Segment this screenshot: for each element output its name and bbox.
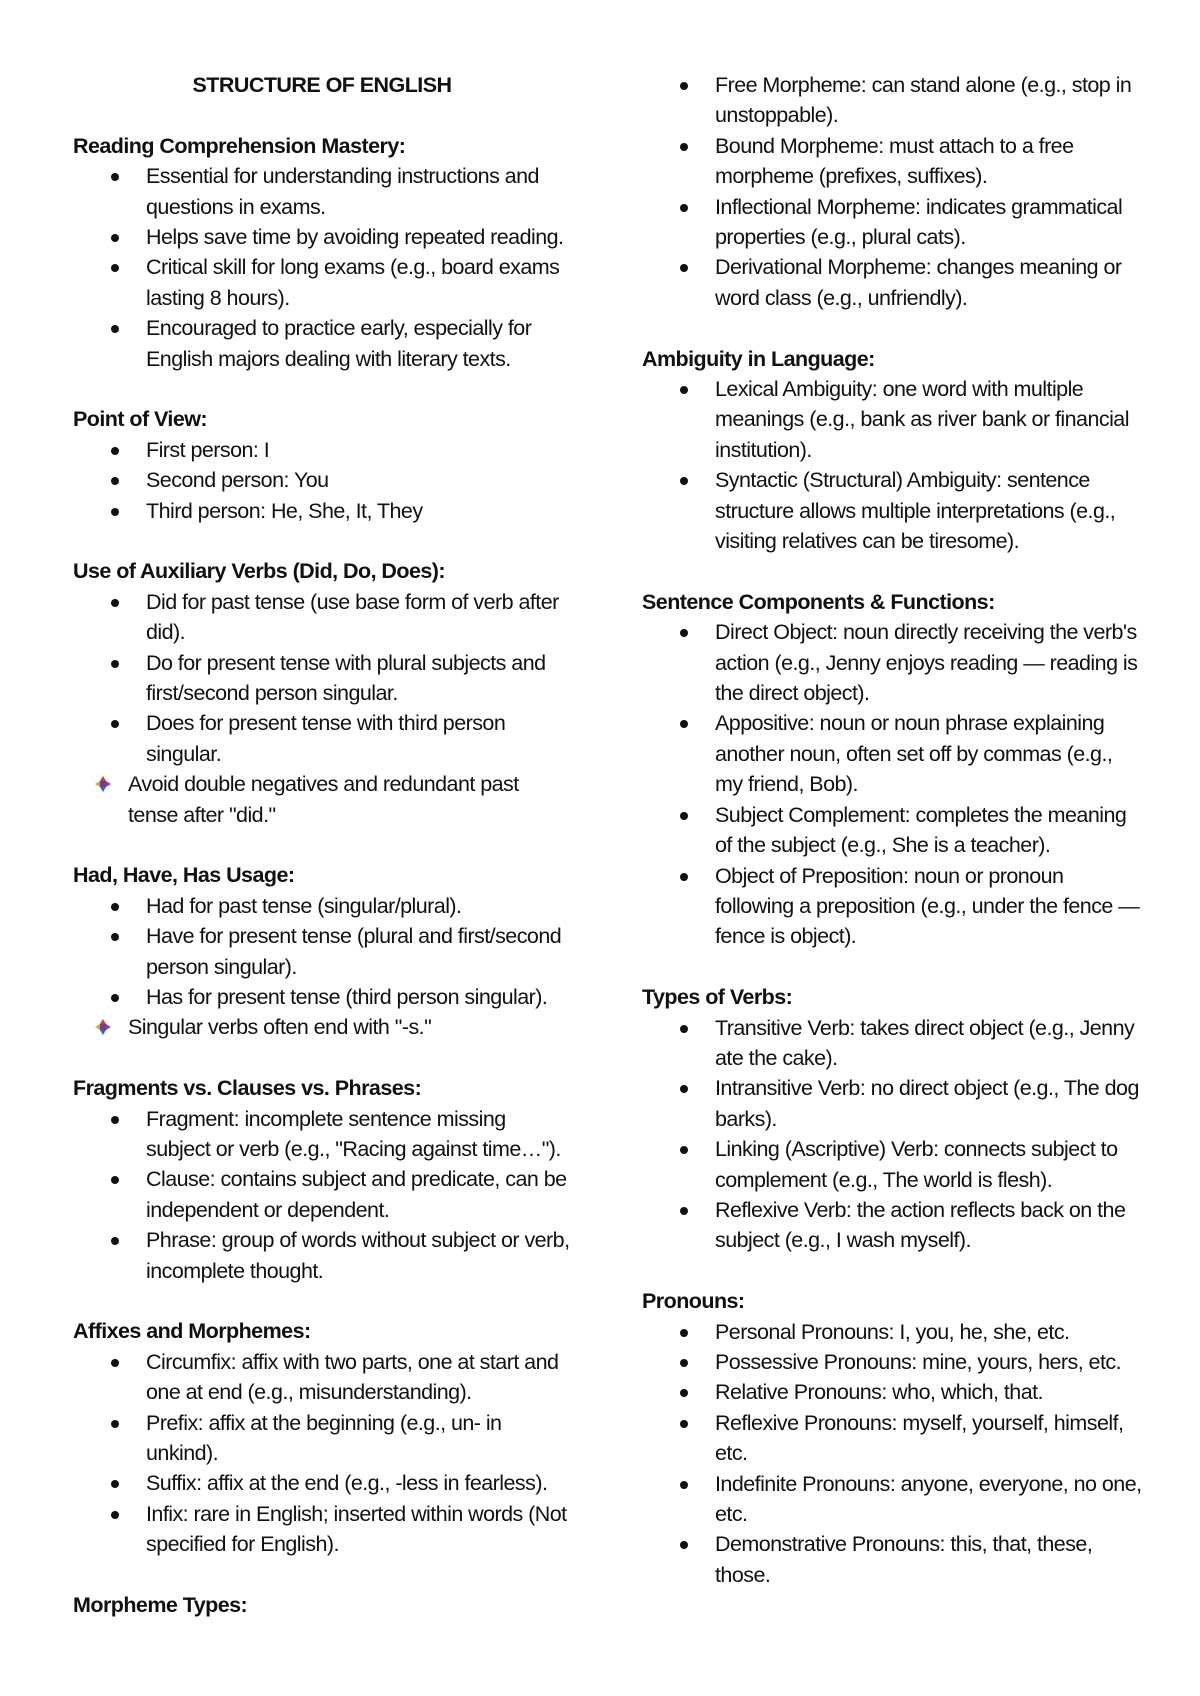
list-item [73, 587, 571, 648]
list-item-text: Lexical Ambiguity: one word with multiple meanings (e.g., bank as river bank or financial institution). [715, 377, 1129, 462]
list-item [73, 891, 571, 921]
list-item [73, 313, 571, 374]
bullet-list [73, 161, 571, 374]
list-item [73, 648, 571, 709]
list-item [73, 252, 571, 313]
list-item-text: Possessive Pronouns: mine, yours, hers, etc. [715, 1349, 1121, 1374]
list-item-text: Critical skill for long exams (e.g., board exams lasting 8 hours). [146, 255, 560, 310]
section-heading: Sentence Components & Functions: [642, 589, 995, 614]
bullet-icon [680, 629, 688, 637]
list-item-text: Reflexive Verb: the action reflects back on the subject (e.g., I wash myself). [715, 1197, 1126, 1253]
list-item-text: Derivational Morpheme: changes meaning or word class (e.g., unfriendly). [715, 255, 1122, 310]
section [73, 1590, 571, 1620]
bullet-list [642, 70, 1142, 313]
list-item-text: Subject Complement: completes the meaning of the subject (e.g., She is a teacher). [715, 802, 1127, 858]
bullet-icon [680, 1085, 688, 1093]
section [642, 70, 1142, 313]
list-item [642, 800, 1142, 861]
list-item [73, 1468, 571, 1498]
list-item [642, 465, 1142, 556]
list-item [642, 1377, 1142, 1407]
list-item [642, 708, 1142, 799]
bullet-icon [680, 720, 688, 728]
bullet-icon [680, 812, 688, 820]
list-item [642, 1073, 1142, 1134]
bullet-icon [680, 1359, 688, 1367]
bullet-icon [111, 1116, 119, 1124]
section [642, 344, 1142, 557]
list-item [642, 1013, 1142, 1074]
list-item [642, 1469, 1142, 1530]
bullet-icon [111, 325, 119, 333]
list-item [73, 708, 571, 769]
left-column [73, 70, 571, 1620]
bullet-icon [111, 599, 119, 607]
list-item-text: Suffix: affix at the end (e.g., -less in fearless). [146, 1471, 548, 1496]
list-item-text: Have for present tense (plural and first/second person singular). [146, 924, 562, 979]
list-item [73, 1347, 571, 1408]
list-item-text: Linking (Ascriptive) Verb: connects subject to complement (e.g., The world is flesh). [715, 1137, 1118, 1192]
list-item [642, 1317, 1142, 1347]
list-item [73, 435, 571, 465]
list-item [642, 1134, 1142, 1195]
list-item-text: Free Morpheme: can stand alone (e.g., stop in unstoppable). [715, 73, 1132, 128]
list-item [642, 1408, 1142, 1469]
list-item [73, 496, 571, 526]
bullet-list [73, 891, 571, 1013]
section [73, 404, 571, 526]
bullet-icon [111, 1511, 119, 1519]
bullet-icon [680, 82, 688, 90]
note-text: Avoid double negatives and redundant past tense after "did." [128, 772, 519, 827]
section-heading: Types of Verbs: [642, 985, 793, 1010]
list-item-text: Clause: contains subject and predicate, can be independent or dependent. [146, 1167, 567, 1222]
bullet-icon [680, 1481, 688, 1489]
list-item-text: Had for past tense (singular/plural). [146, 893, 462, 918]
list-item [73, 982, 571, 1012]
bullet-list [73, 587, 571, 769]
list-item-text: Transitive Verb: takes direct object (e.g., Jenny ate the cake). [715, 1015, 1135, 1070]
bullet-icon [680, 1420, 688, 1428]
list-item-text: Demonstrative Pronouns: this, that, these, those. [715, 1532, 1093, 1587]
list-item [642, 1529, 1142, 1590]
bullet-icon [111, 1480, 119, 1488]
bullet-icon [680, 1146, 688, 1154]
bullet-icon [111, 660, 119, 668]
section-heading: Affixes and Morphemes: [73, 1319, 311, 1344]
bullet-list [73, 1347, 571, 1560]
list-item [642, 1347, 1142, 1377]
list-item-text: Third person: He, She, It, They [146, 498, 423, 523]
section [73, 556, 571, 830]
bullet-list [642, 374, 1142, 556]
bullet-icon [680, 1389, 688, 1397]
list-item-text: Circumfix: affix with two parts, one at start and one at end (e.g., misunderstanding). [146, 1349, 559, 1405]
list-item-text: Helps save time by avoiding repeated reading. [146, 224, 564, 249]
list-item [73, 1499, 571, 1560]
bullet-icon [680, 1025, 688, 1033]
list-item-text: Did for past tense (use base form of verb after did). [146, 589, 559, 645]
list-item-text: Reflexive Pronouns: myself, yourself, himself, etc. [715, 1410, 1124, 1466]
list-item [73, 1104, 571, 1165]
list-item-text: Does for present tense with third person singular. [146, 711, 506, 766]
bullet-icon [111, 994, 119, 1002]
bullet-icon [111, 903, 119, 911]
section-heading: Use of Auxiliary Verbs (Did, Do, Does): [73, 559, 446, 584]
list-item-text: Relative Pronouns: who, which, that. [715, 1380, 1043, 1405]
list-item [642, 192, 1142, 253]
four-way-arrow-icon [95, 1019, 111, 1035]
section-heading: Pronouns: [642, 1289, 745, 1314]
bullet-icon [111, 720, 119, 728]
list-item-text: Essential for understanding instructions and questions in exams. [146, 164, 539, 219]
bullet-icon [111, 173, 119, 181]
list-item-text: Indefinite Pronouns: anyone, everyone, no one, etc. [715, 1471, 1142, 1526]
bullet-icon [680, 477, 688, 485]
bullet-icon [111, 508, 119, 516]
list-item [73, 161, 571, 222]
bullet-icon [111, 447, 119, 455]
list-item-text: Inflectional Morpheme: indicates grammatical properties (e.g., plural cats). [715, 194, 1123, 250]
list-item [642, 131, 1142, 192]
bullet-icon [680, 264, 688, 272]
list-item-text: Do for present tense with plural subjects and first/second person singular. [146, 650, 546, 706]
bullet-icon [111, 1237, 119, 1245]
list-item [642, 252, 1142, 313]
list-item-text: Has for present tense (third person singular). [146, 985, 548, 1010]
bullet-icon [680, 386, 688, 394]
bullet-list [73, 435, 571, 526]
bullet-list [642, 1317, 1142, 1591]
list-item [73, 222, 571, 252]
bullet-icon [111, 234, 119, 242]
list-item [73, 1164, 571, 1225]
list-item [73, 921, 571, 982]
section [642, 587, 1142, 952]
list-item-text: First person: I [146, 437, 270, 462]
list-item [73, 1225, 571, 1286]
note-text: Singular verbs often end with "-s." [128, 1015, 432, 1040]
bullet-icon [111, 1176, 119, 1184]
list-item-text: Appositive: noun or noun phrase explaining another noun, often set off by commas (e.g., my friend, Bob). [715, 711, 1113, 797]
list-item-text: Phrase: group of words without subject or verb, incomplete thought. [146, 1228, 570, 1283]
section [642, 982, 1142, 1256]
list-item-text: Prefix: affix at the beginning (e.g., un- in unkind). [146, 1410, 502, 1466]
list-item-text: Direct Object: noun directly receiving the verb's action (e.g., Jenny enjoys reading — reading is the direct object). [715, 620, 1138, 706]
section-heading: Morpheme Types: [73, 1593, 248, 1618]
list-item-text: Bound Morpheme: must attach to a free morpheme (prefixes, suffixes). [715, 133, 1074, 189]
document-title: STRUCTURE OF ENGLISH [192, 73, 452, 97]
bullet-icon [111, 1420, 119, 1428]
list-item [642, 617, 1142, 708]
list-item-text: Personal Pronouns: I, you, he, she, etc. [715, 1319, 1070, 1344]
bullet-icon [680, 143, 688, 151]
right-column [642, 70, 1142, 1590]
section-heading: Had, Have, Has Usage: [73, 863, 295, 888]
bullet-icon [680, 1541, 688, 1549]
list-item-text: Syntactic (Structural) Ambiguity: sentence structure allows multiple interpretations (e.g., visiting relatives can be tiresome). [715, 468, 1116, 554]
bullet-list [642, 1013, 1142, 1256]
section [642, 1286, 1142, 1590]
list-item-text: Encouraged to practice early, especially for English majors dealing with literary texts. [146, 316, 532, 371]
section-heading: Reading Comprehension Mastery: [73, 133, 406, 158]
bullet-icon [680, 1329, 688, 1337]
bullet-icon [680, 873, 688, 881]
list-item [642, 861, 1142, 952]
section [73, 131, 571, 374]
note-item [73, 1012, 571, 1042]
section [73, 860, 571, 1042]
bullet-icon [680, 204, 688, 212]
four-way-arrow-icon [95, 776, 111, 792]
list-item [73, 465, 571, 495]
list-item-text: Fragment: incomplete sentence missing subject or verb (e.g., "Racing against time…"). [146, 1106, 561, 1162]
list-item-text: Object of Preposition: noun or pronoun following a preposition (e.g., under the fence — fence is object). [715, 863, 1140, 949]
bullet-icon [111, 933, 119, 941]
section-heading: Ambiguity in Language: [642, 346, 875, 371]
bullet-icon [680, 1207, 688, 1215]
list-item [642, 374, 1142, 465]
bullet-icon [111, 477, 119, 485]
note-item [73, 769, 571, 830]
list-item [642, 70, 1142, 131]
bullet-list [73, 1104, 571, 1286]
list-item [642, 1195, 1142, 1256]
list-item-text: Second person: You [146, 468, 329, 493]
list-item-text: Infix: rare in English; inserted within words (Not specified for English). [146, 1501, 567, 1557]
bullet-list [642, 617, 1142, 951]
title-spacer [73, 100, 571, 130]
list-item [73, 1408, 571, 1469]
section-heading: Fragments vs. Clauses vs. Phrases: [73, 1076, 422, 1101]
bullet-icon [111, 1359, 119, 1367]
section [73, 1073, 571, 1286]
list-item-text: Intransitive Verb: no direct object (e.g., The dog barks). [715, 1076, 1139, 1131]
section-heading: Point of View: [73, 407, 208, 432]
section [73, 1316, 571, 1559]
bullet-icon [111, 264, 119, 272]
